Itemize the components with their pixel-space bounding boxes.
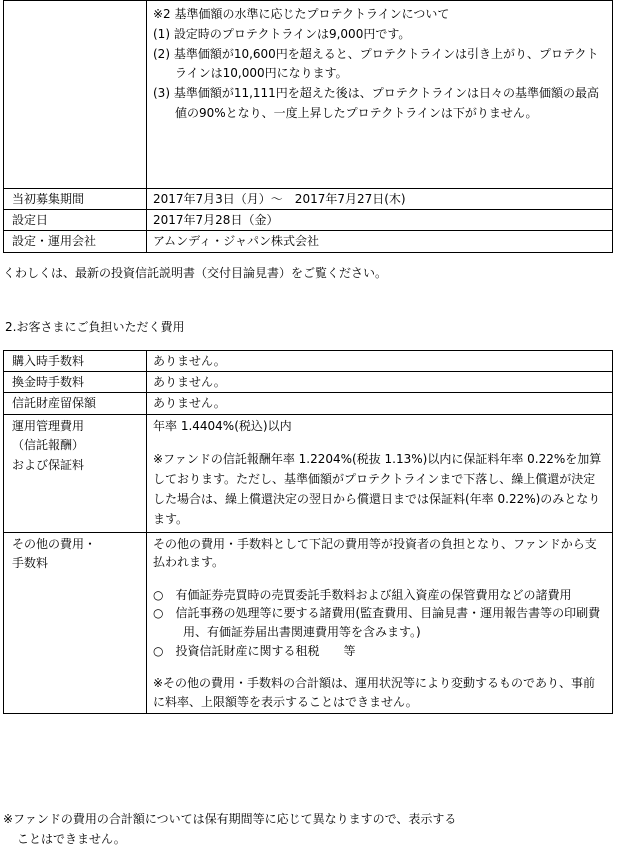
footnote: [3, 810, 613, 850]
mgmt-fee-row: [4, 414, 613, 532]
mgmt-note: ※ファンドの信託報酬年率 1.2204%(税抜 1.13%)以内に保証料年率 0.22%を加算しております。ただし、基準価額がプロテクトラインまで下落し、繰上償還が決定した場合は、繰上償還決定の翌日から償還日までは保証料(年率 0.22%)のみとなります。: [153, 452, 602, 526]
other-label-line: 手数料: [12, 556, 49, 571]
fee-row: [4, 351, 613, 372]
info-label: 設定・運用会社: [4, 231, 147, 252]
fee-row: [4, 393, 613, 414]
info-row: [4, 189, 613, 210]
mgmt-label-line: 運用管理費用: [12, 418, 85, 433]
mgmt-label-line: および保証料: [12, 458, 85, 473]
protect-item-3: (3) 基準価額が11,111円を超えた後は、プロテクトラインは日々の基準価額の最高値の90%となり、一度上昇したプロテクトラインは下がりません。: [153, 86, 599, 120]
fee-label: 換金時手数料: [4, 372, 147, 393]
fee-label: 購入時手数料: [4, 351, 147, 372]
fee-label: 信託財産留保額: [4, 393, 147, 414]
protect-item-1: (1) 設定時のプロテクトラインは9,000円です。: [153, 26, 411, 41]
protect-item-2: (2) 基準価額が10,600円を超えると、プロテクトラインは引き上がり、プロテクトラインは10,000円になります。: [153, 46, 599, 81]
other-label-line: その他の費用・: [12, 536, 97, 551]
other-intro: その他の費用・手数料として下記の費用等が投資者の負担となり、ファンドから支払われます。: [153, 536, 597, 570]
other-fee-row: [4, 532, 613, 714]
mgmt-label-line: （信託報酬）: [12, 438, 85, 453]
protect-line-cell: [147, 1, 613, 189]
info-value: 2017年7月28日（金）: [147, 210, 613, 231]
prospectus-note: くわしくは、最新の投資信託説明書（交付目論見書）をご覧ください。: [3, 266, 388, 280]
other-fee-label: [4, 532, 147, 714]
fee-row: [4, 372, 613, 393]
info-row: [4, 231, 613, 252]
info-label: 設定日: [4, 210, 147, 231]
protect-heading: ※2 基準価額の水準に応じたプロテクトラインについて: [153, 7, 450, 21]
other-bullet: ○ 投資信託財産に関する租税 等: [153, 643, 356, 658]
info-row: [4, 210, 613, 231]
other-bullet: ○ 有価証券売買時の売買委託手数料および組入資産の保管費用などの諸費用: [153, 587, 572, 602]
info-value: 2017年7月3日（月）～ 2017年7月27日(木): [147, 189, 613, 210]
fund-info-table: [3, 0, 613, 253]
info-label: 当初募集期間: [4, 189, 147, 210]
section-title: 2.お客さまにご負担いただく費用: [5, 320, 185, 334]
protect-line-row: [4, 1, 613, 189]
fee-value: ありません。: [147, 372, 613, 393]
fee-table: [3, 350, 613, 714]
footnote-line: ※ファンドの費用の合計額については保有期間等に応じて異なりますので、表示する: [3, 812, 457, 826]
fee-value: ありません。: [147, 351, 613, 372]
other-note: ※その他の費用・手数料の合計額は、運用状況等により変動するものであり、事前に料率、上限額等を表示することはできません。: [153, 676, 596, 709]
other-fee-value: [147, 532, 613, 714]
mgmt-fee-label: [4, 414, 147, 532]
empty-label-cell: [4, 1, 147, 189]
fee-value: ありません。: [147, 393, 613, 414]
footnote-line: ことはできません。: [17, 831, 126, 846]
other-bullet: ○ 信託事務の処理等に要する諸費用(監査費用、目論見書・運用報告書等の印刷費用、有価証券届出書関連費用等を含みます。): [153, 606, 601, 639]
info-value: アムンディ・ジャパン株式会社: [147, 231, 613, 252]
mgmt-rate: 年率 1.4404%(税込)以内: [153, 418, 292, 433]
mgmt-fee-value: [147, 414, 613, 532]
